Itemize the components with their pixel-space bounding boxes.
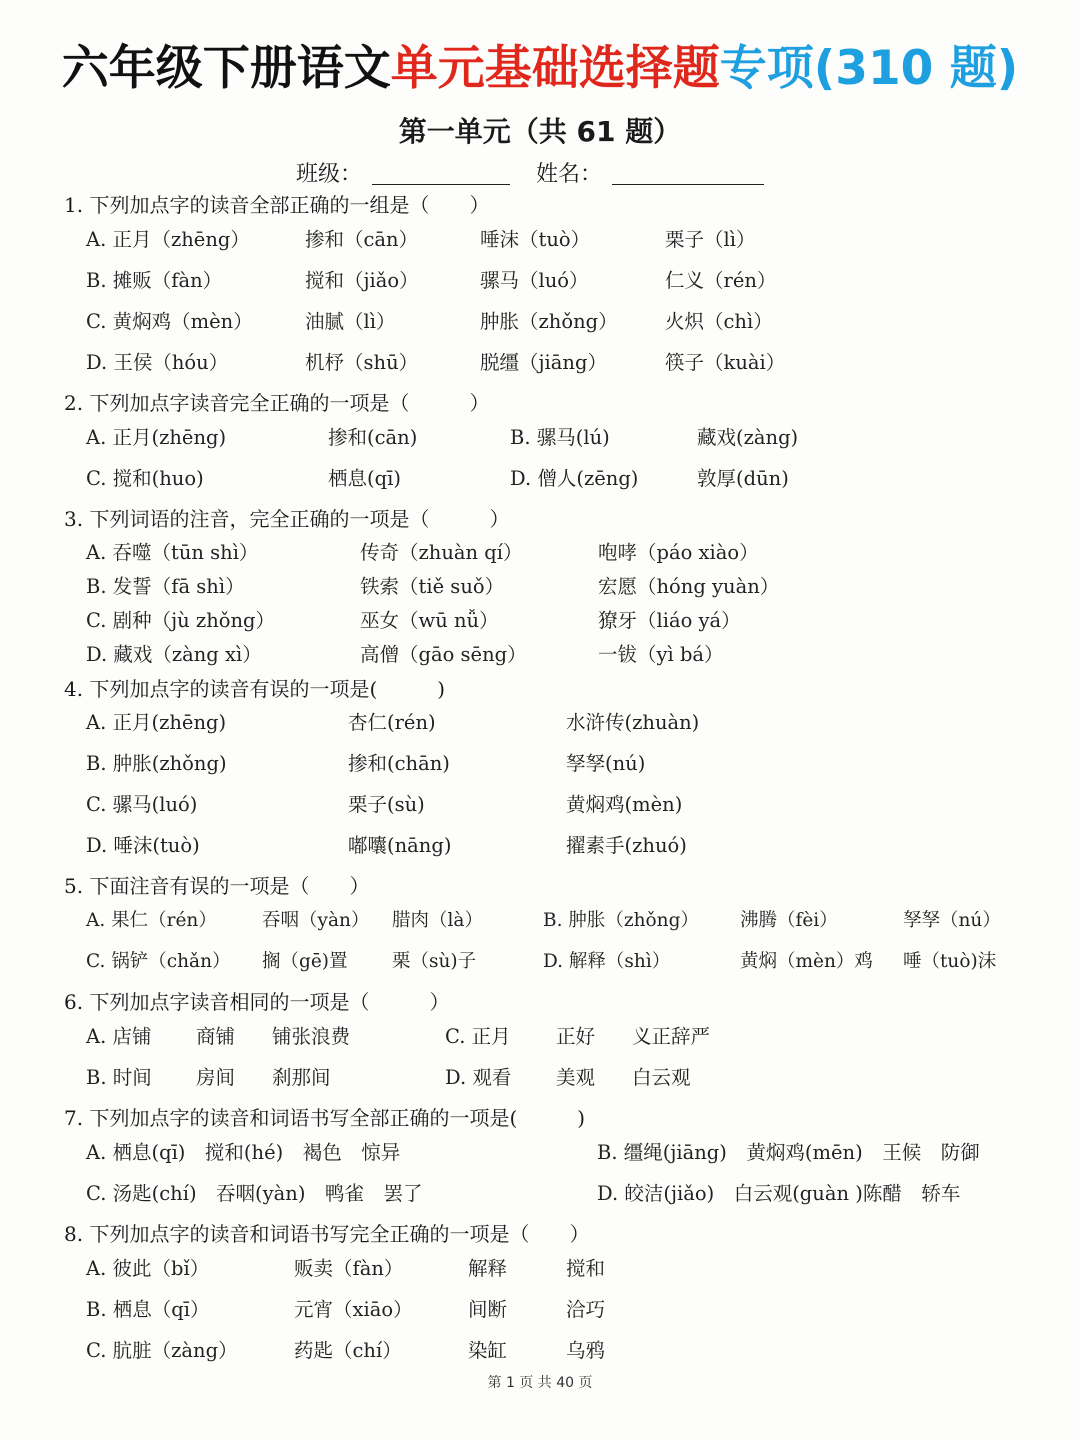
- question-5-stem: 5. 下面注音有误的一项是（ ）: [64, 874, 370, 898]
- document-banner-title: [0, 34, 1080, 104]
- question-8-stem: 8. 下列加点字的读音和词语书写完全正确的一项是（ ）: [64, 1222, 590, 1246]
- question-4-stem: 4. 下列加点字的读音有误的一项是( ): [64, 677, 446, 701]
- banner-title-red: 单元基础选择题: [390, 41, 720, 96]
- option-text: 咆哮（páo xiào）: [598, 541, 759, 564]
- option-text: 孥孥（nú）: [903, 910, 1001, 931]
- option-text: 传奇（zhuàn qí）: [360, 541, 523, 564]
- option-text: 商铺: [196, 1025, 236, 1048]
- option-text: 正好: [556, 1025, 596, 1048]
- name-blank-line[interactable]: [612, 184, 764, 185]
- option-text: B. 栖息（qī）: [86, 1298, 210, 1321]
- page-footer: 第 1 页 共 40 页: [487, 1375, 593, 1391]
- question-2-stem: 2. 下列加点字读音完全正确的一项是（ ）: [64, 391, 490, 415]
- option-text: 沸腾（fèi）: [740, 910, 838, 931]
- option-text: 元宵（xiāo）: [294, 1298, 413, 1321]
- option-text: 杏仁(rén): [348, 711, 436, 734]
- banner-title-blue: 专项(310 题): [719, 41, 1019, 96]
- option-text: 洽巧: [566, 1298, 606, 1321]
- option-text: 机杼（shū）: [305, 351, 419, 374]
- option-text: B. 骡马(lú): [510, 426, 610, 449]
- option-text: 美观: [556, 1066, 596, 1089]
- option-text: C. 搅和(huo): [86, 467, 204, 490]
- student-info-row: [0, 155, 1080, 191]
- option-text: 肿胀（zhǒng）: [480, 310, 618, 333]
- name-label: 姓名：: [536, 162, 603, 187]
- option-text: 火炽（chì）: [665, 310, 773, 333]
- option-text: 贩卖（fàn）: [294, 1257, 404, 1280]
- option-text: A. 正月(zhēng): [86, 711, 227, 734]
- option-text: 敦厚(dūn): [697, 467, 789, 490]
- option-text: 脱缰（jiāng）: [480, 351, 607, 374]
- option-text: 藏戏(zàng): [697, 426, 799, 449]
- option-text: 掺和(chān): [348, 752, 450, 775]
- option-text: D. 解释（shì）: [543, 951, 671, 972]
- option-text: 栗（sù)子: [392, 951, 477, 972]
- option-text: D. 观看: [445, 1066, 512, 1089]
- option-text: B. 发誓（fā shì）: [86, 575, 245, 598]
- option-text: 白云观: [632, 1066, 691, 1089]
- option-text: 唾沫（tuò）: [480, 228, 591, 251]
- option-text: B. 时间: [86, 1066, 152, 1089]
- option-text: 高僧（gāo sēng）: [360, 643, 527, 666]
- option-text: C. 汤匙(chí) 吞咽(yàn) 鸭雀 罢了: [86, 1182, 423, 1205]
- option-text: A. 正月(zhēng): [86, 426, 227, 449]
- option-text: A. 吞噬（tūn shì）: [86, 541, 259, 564]
- option-text: A. 店铺: [86, 1025, 152, 1048]
- option-text: 栖息(qī): [328, 467, 401, 490]
- option-text: D. 王侯（hóu）: [86, 351, 229, 374]
- option-text: D. 藏戏（zàng xì）: [86, 643, 262, 666]
- option-text: D. 唾沫(tuò): [86, 834, 200, 857]
- option-text: 吞咽（yàn）: [262, 910, 370, 931]
- class-blank-line[interactable]: [372, 184, 510, 185]
- option-text: 掺和(cān): [328, 426, 418, 449]
- option-text: 油腻（lì）: [305, 310, 396, 333]
- option-text: 义正辞严: [632, 1025, 711, 1048]
- option-text: 宏愿（hóng yuàn）: [598, 575, 780, 598]
- option-text: B. 缰绳(jiāng) 黄焖鸡(mēn) 王候 防御: [597, 1141, 980, 1164]
- option-text: C. 黄焖鸡（mèn）: [86, 310, 253, 333]
- question-1-stem: 1. 下列加点字的读音全部正确的一组是（ ）: [64, 193, 490, 217]
- option-text: 嘟囔(nāng): [348, 834, 452, 857]
- option-text: 房间: [196, 1066, 236, 1089]
- option-text: 搁（gē)置: [262, 951, 348, 972]
- option-text: D. 僧人(zēng): [510, 467, 639, 490]
- question-6-stem: 6. 下列加点字读音相同的一项是（ ）: [64, 990, 450, 1014]
- option-text: 间断: [468, 1298, 508, 1321]
- option-text: B. 肿胀（zhǒng）: [543, 910, 699, 931]
- option-text: 筷子（kuài）: [665, 351, 786, 374]
- option-text: 黄焖（mèn）鸡: [740, 951, 873, 972]
- option-text: A. 正月（zhēng）: [86, 228, 250, 251]
- question-7-stem: 7. 下列加点字的读音和词语书写全部正确的一项是( ): [64, 1106, 586, 1130]
- option-text: 巫女（wū nǚ）: [360, 609, 499, 632]
- unit-title: 第一单元（共 61 题）: [398, 115, 682, 148]
- option-text: 药匙（chí）: [294, 1339, 402, 1362]
- option-text: B. 摊贩（fàn）: [86, 269, 223, 292]
- question-3-stem: 3. 下列词语的注音，完全正确的一项是（ ）: [64, 507, 510, 531]
- option-text: 掺和（cān）: [305, 228, 419, 251]
- option-text: 搅和: [566, 1257, 606, 1280]
- option-text: A. 彼此（bǐ）: [86, 1257, 210, 1280]
- option-text: A. 果仁（rén）: [86, 910, 217, 931]
- option-text: 搅和（jiǎo）: [305, 269, 419, 292]
- option-text: 铁索（tiě suǒ）: [360, 575, 505, 598]
- option-text: 染缸: [468, 1339, 508, 1362]
- option-text: 腊肉（là）: [392, 910, 483, 931]
- option-text: D. 皎洁(jiǎo) 白云观(guàn )陈醋 轿车: [597, 1182, 961, 1205]
- option-text: 骡马（luó）: [480, 269, 589, 292]
- option-text: 铺张浪费: [272, 1025, 351, 1048]
- option-text: C. 骡马(luó): [86, 793, 198, 816]
- class-label: 班级：: [296, 162, 363, 187]
- option-text: 擢素手(zhuó): [566, 834, 687, 857]
- option-text: 水浒传(zhuàn): [566, 711, 700, 734]
- option-text: C. 肮脏（zàng）: [86, 1339, 238, 1362]
- option-text: 一钹（yì bá）: [598, 643, 724, 666]
- option-text: 仁义（rén）: [665, 269, 777, 292]
- option-text: C. 正月: [445, 1025, 511, 1048]
- option-text: 解释: [468, 1257, 508, 1280]
- option-text: 栗子(sù): [348, 793, 425, 816]
- option-text: C. 剧种（jù zhǒng）: [86, 609, 276, 632]
- option-text: B. 肿胀(zhǒng): [86, 752, 227, 775]
- option-text: 栗子（lì）: [665, 228, 756, 251]
- option-text: 獠牙（liáo yá）: [598, 609, 741, 632]
- option-text: A. 栖息(qī) 搅和(hé) 褐色 惊异: [86, 1141, 401, 1164]
- option-text: 黄焖鸡(mèn): [566, 793, 683, 816]
- option-text: 孥孥(nú): [566, 752, 646, 775]
- option-text: 乌鸦: [566, 1339, 606, 1362]
- option-text: 刹那间: [272, 1066, 331, 1089]
- option-text: C. 锅铲（chǎn）: [86, 951, 231, 972]
- option-text: 唾（tuò)沫: [903, 951, 997, 972]
- banner-title-black: 六年级下册语文: [61, 41, 391, 96]
